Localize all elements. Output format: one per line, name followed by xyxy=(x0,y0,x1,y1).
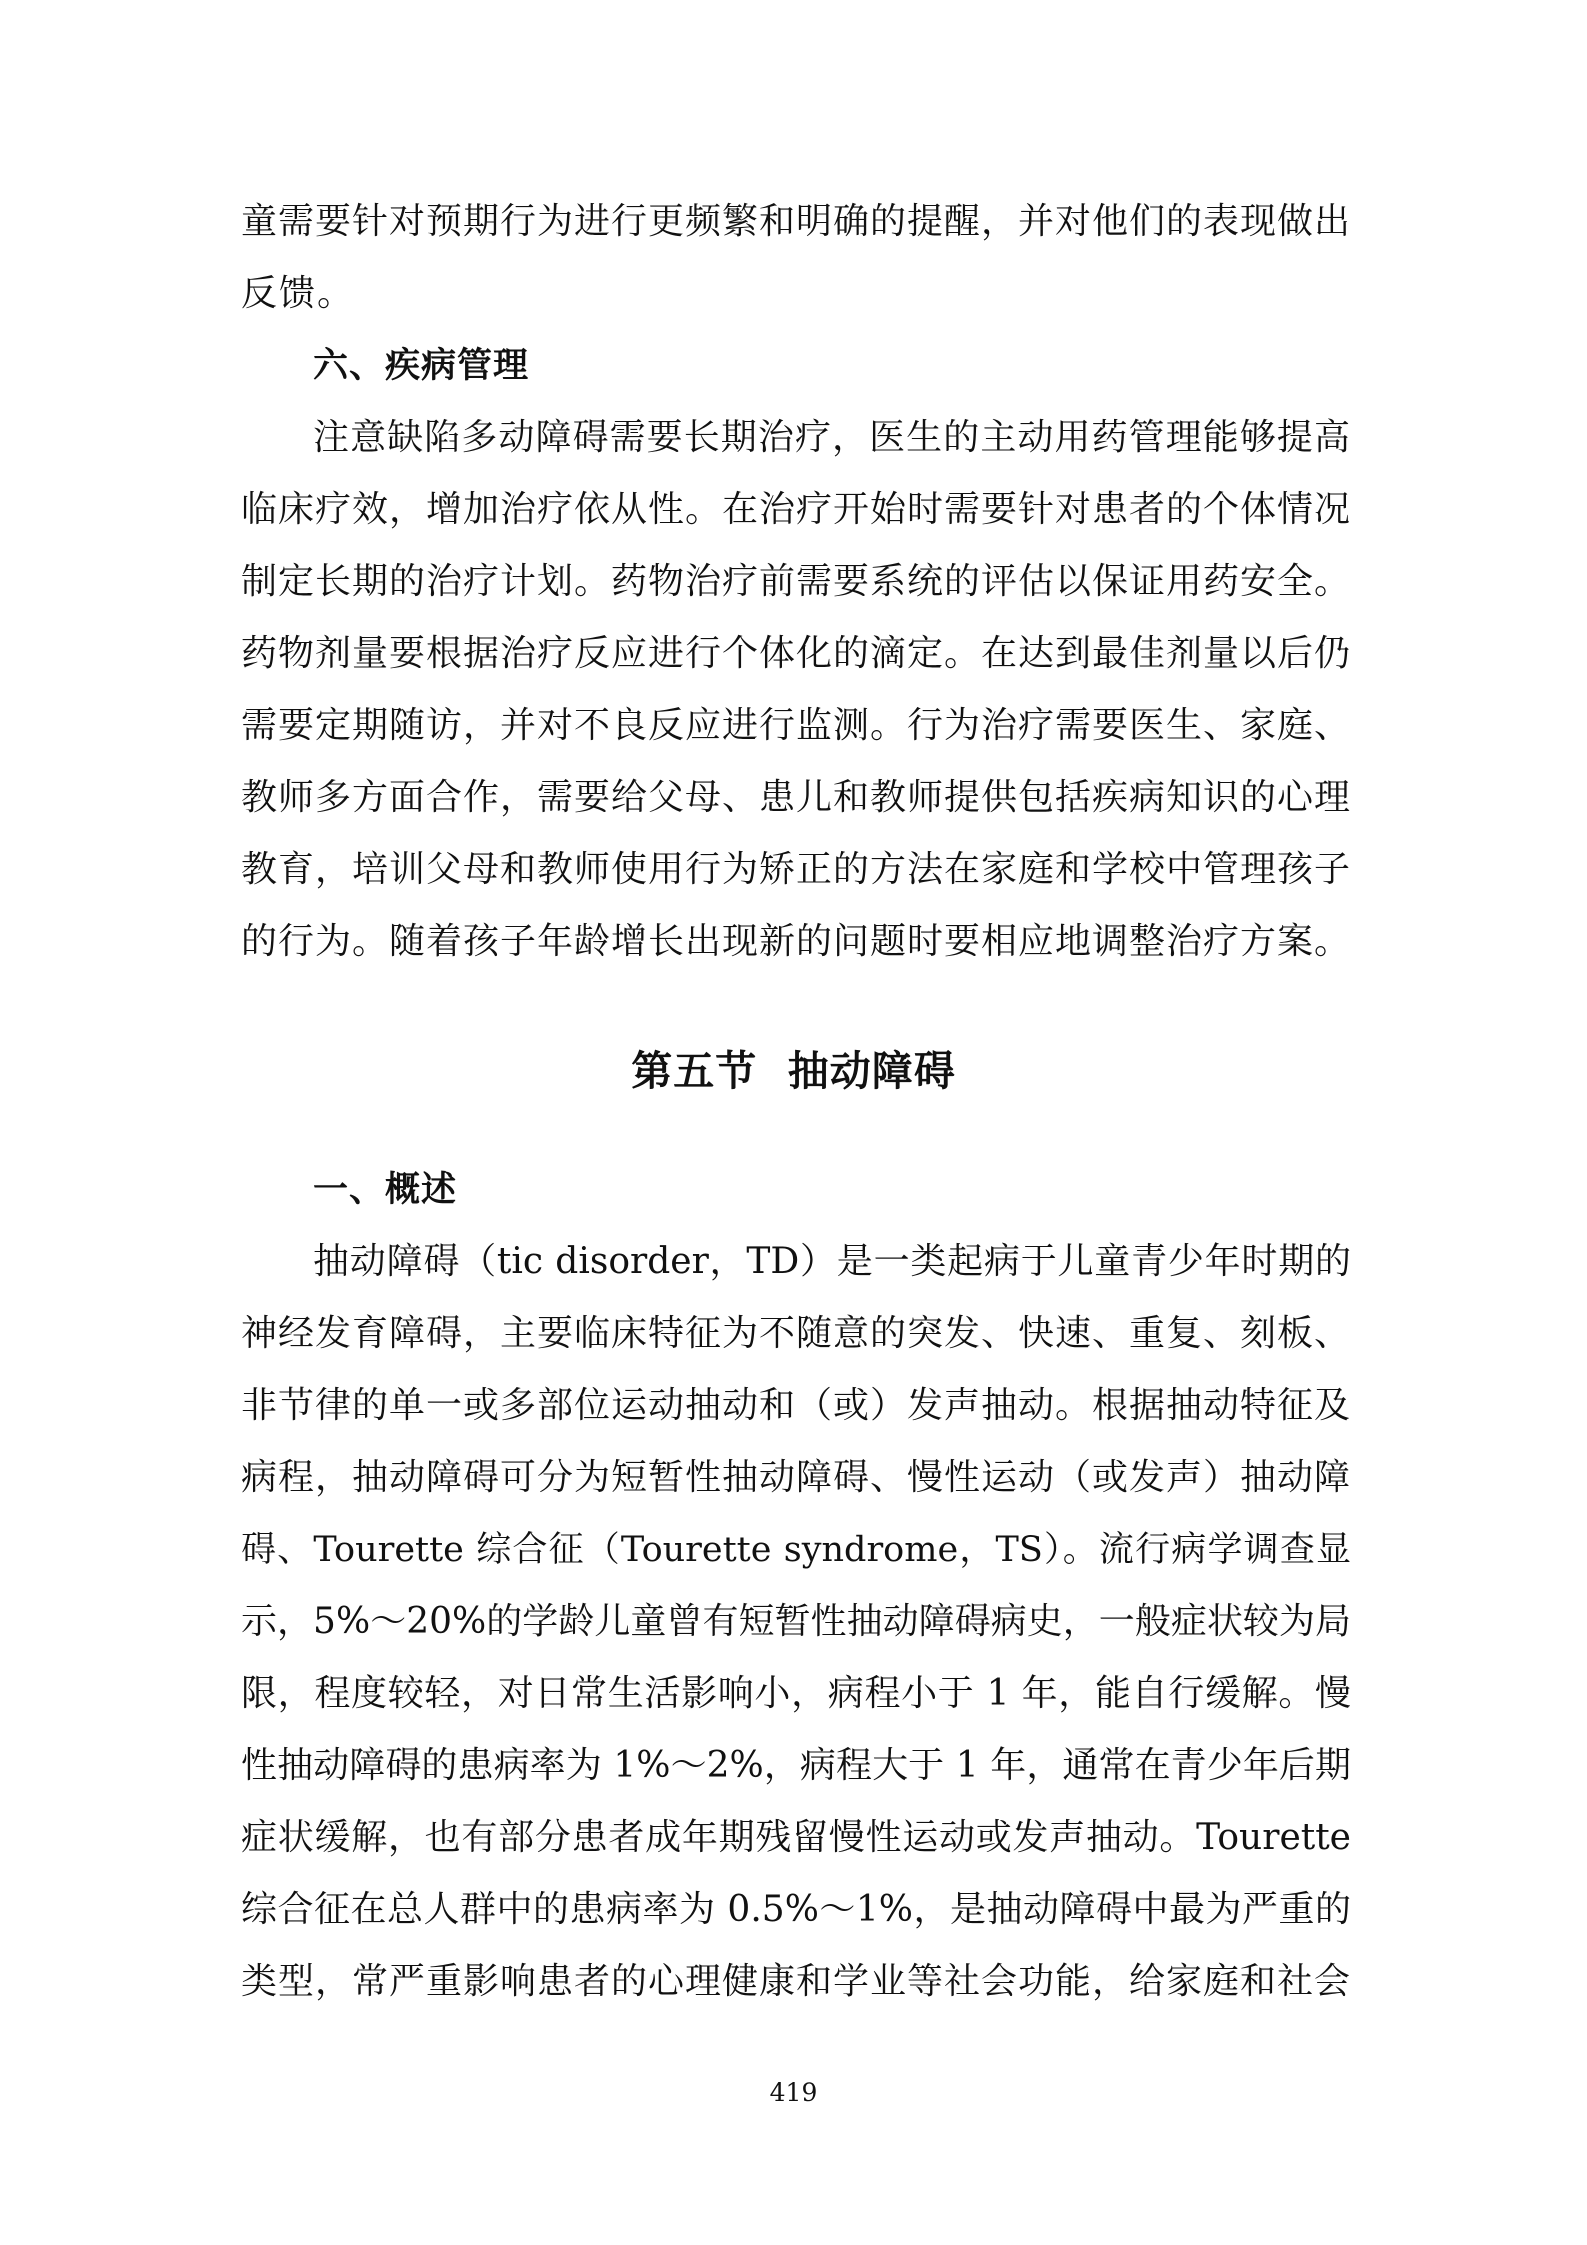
paragraph-line: 抽动障碍（tic disorder，TD）是一类起病于儿童青少年时期的 xyxy=(313,1241,1351,1282)
paragraph-line: 症状缓解，也有部分患者成年期残留慢性运动或发声抽动。Tourette xyxy=(241,1817,1351,1858)
paragraph-line: 限，程度较轻，对日常生活影响小，病程小于 1 年，能自行缓解。慢 xyxy=(241,1673,1351,1714)
paragraph-line: 综合征在总人群中的患病率为 0.5%～1%，是抽动障碍中最为严重的 xyxy=(241,1889,1351,1930)
paragraph-line: 注意缺陷多动障碍需要长期治疗，医生的主动用药管理能够提高 xyxy=(313,417,1351,458)
paragraph-line: 药物剂量要根据治疗反应进行个体化的滴定。在达到最佳剂量以后仍 xyxy=(241,633,1352,674)
paragraph-line: 教育，培训父母和教师使用行为矫正的方法在家庭和学校中管理孩子 xyxy=(241,849,1352,890)
paragraph-line: 类型，常严重影响患者的心理健康和学业等社会功能，给家庭和社会 xyxy=(241,1961,1352,2002)
paragraph-line: 制定长期的治疗计划。药物治疗前需要系统的评估以保证用药安全。 xyxy=(241,561,1352,602)
paragraph-line: 教师多方面合作，需要给父母、患儿和教师提供包括疾病知识的心理 xyxy=(241,777,1352,818)
subsection-heading: 六、疾病管理 xyxy=(313,346,530,386)
paragraph-line: 示，5%～20%的学龄儿童曾有短暂性抽动障碍病史，一般症状较为局 xyxy=(241,1601,1351,1642)
paragraph-line: 非节律的单一或多部位运动抽动和（或）发声抽动。根据抽动特征及 xyxy=(241,1385,1352,1426)
paragraph-line: 性抽动障碍的患病率为 1%～2%，病程大于 1 年，通常在青少年后期 xyxy=(241,1745,1351,1786)
paragraph-line: 神经发育障碍，主要临床特征为不随意的突发、快速、重复、刻板、 xyxy=(241,1313,1352,1354)
paragraph-line: 的行为。随着孩子年龄增长出现新的问题时要相应地调整治疗方案。 xyxy=(241,921,1352,962)
paragraph-line: 病程，抽动障碍可分为短暂性抽动障碍、慢性运动（或发声）抽动障 xyxy=(241,1457,1352,1498)
paragraph-line: 需要定期随访，并对不良反应进行监测。行为治疗需要医生、家庭、 xyxy=(241,705,1352,746)
section-title: 第五节 抽动障碍 xyxy=(631,1047,956,1095)
subsection-heading: 一、概述 xyxy=(313,1170,458,1210)
paragraph-line: 临床疗效，增加治疗依从性。在治疗开始时需要针对患者的个体情况 xyxy=(241,489,1352,530)
paragraph-line: 童需要针对预期行为进行更频繁和明确的提醒，并对他们的表现做出 xyxy=(241,201,1352,242)
page-number: 419 xyxy=(769,2078,818,2107)
paragraph-line: 碍、Tourette 综合征（Tourette syndrome，TS）。流行病学调查显 xyxy=(241,1530,1351,1570)
paragraph-line: 反馈。 xyxy=(241,273,356,314)
